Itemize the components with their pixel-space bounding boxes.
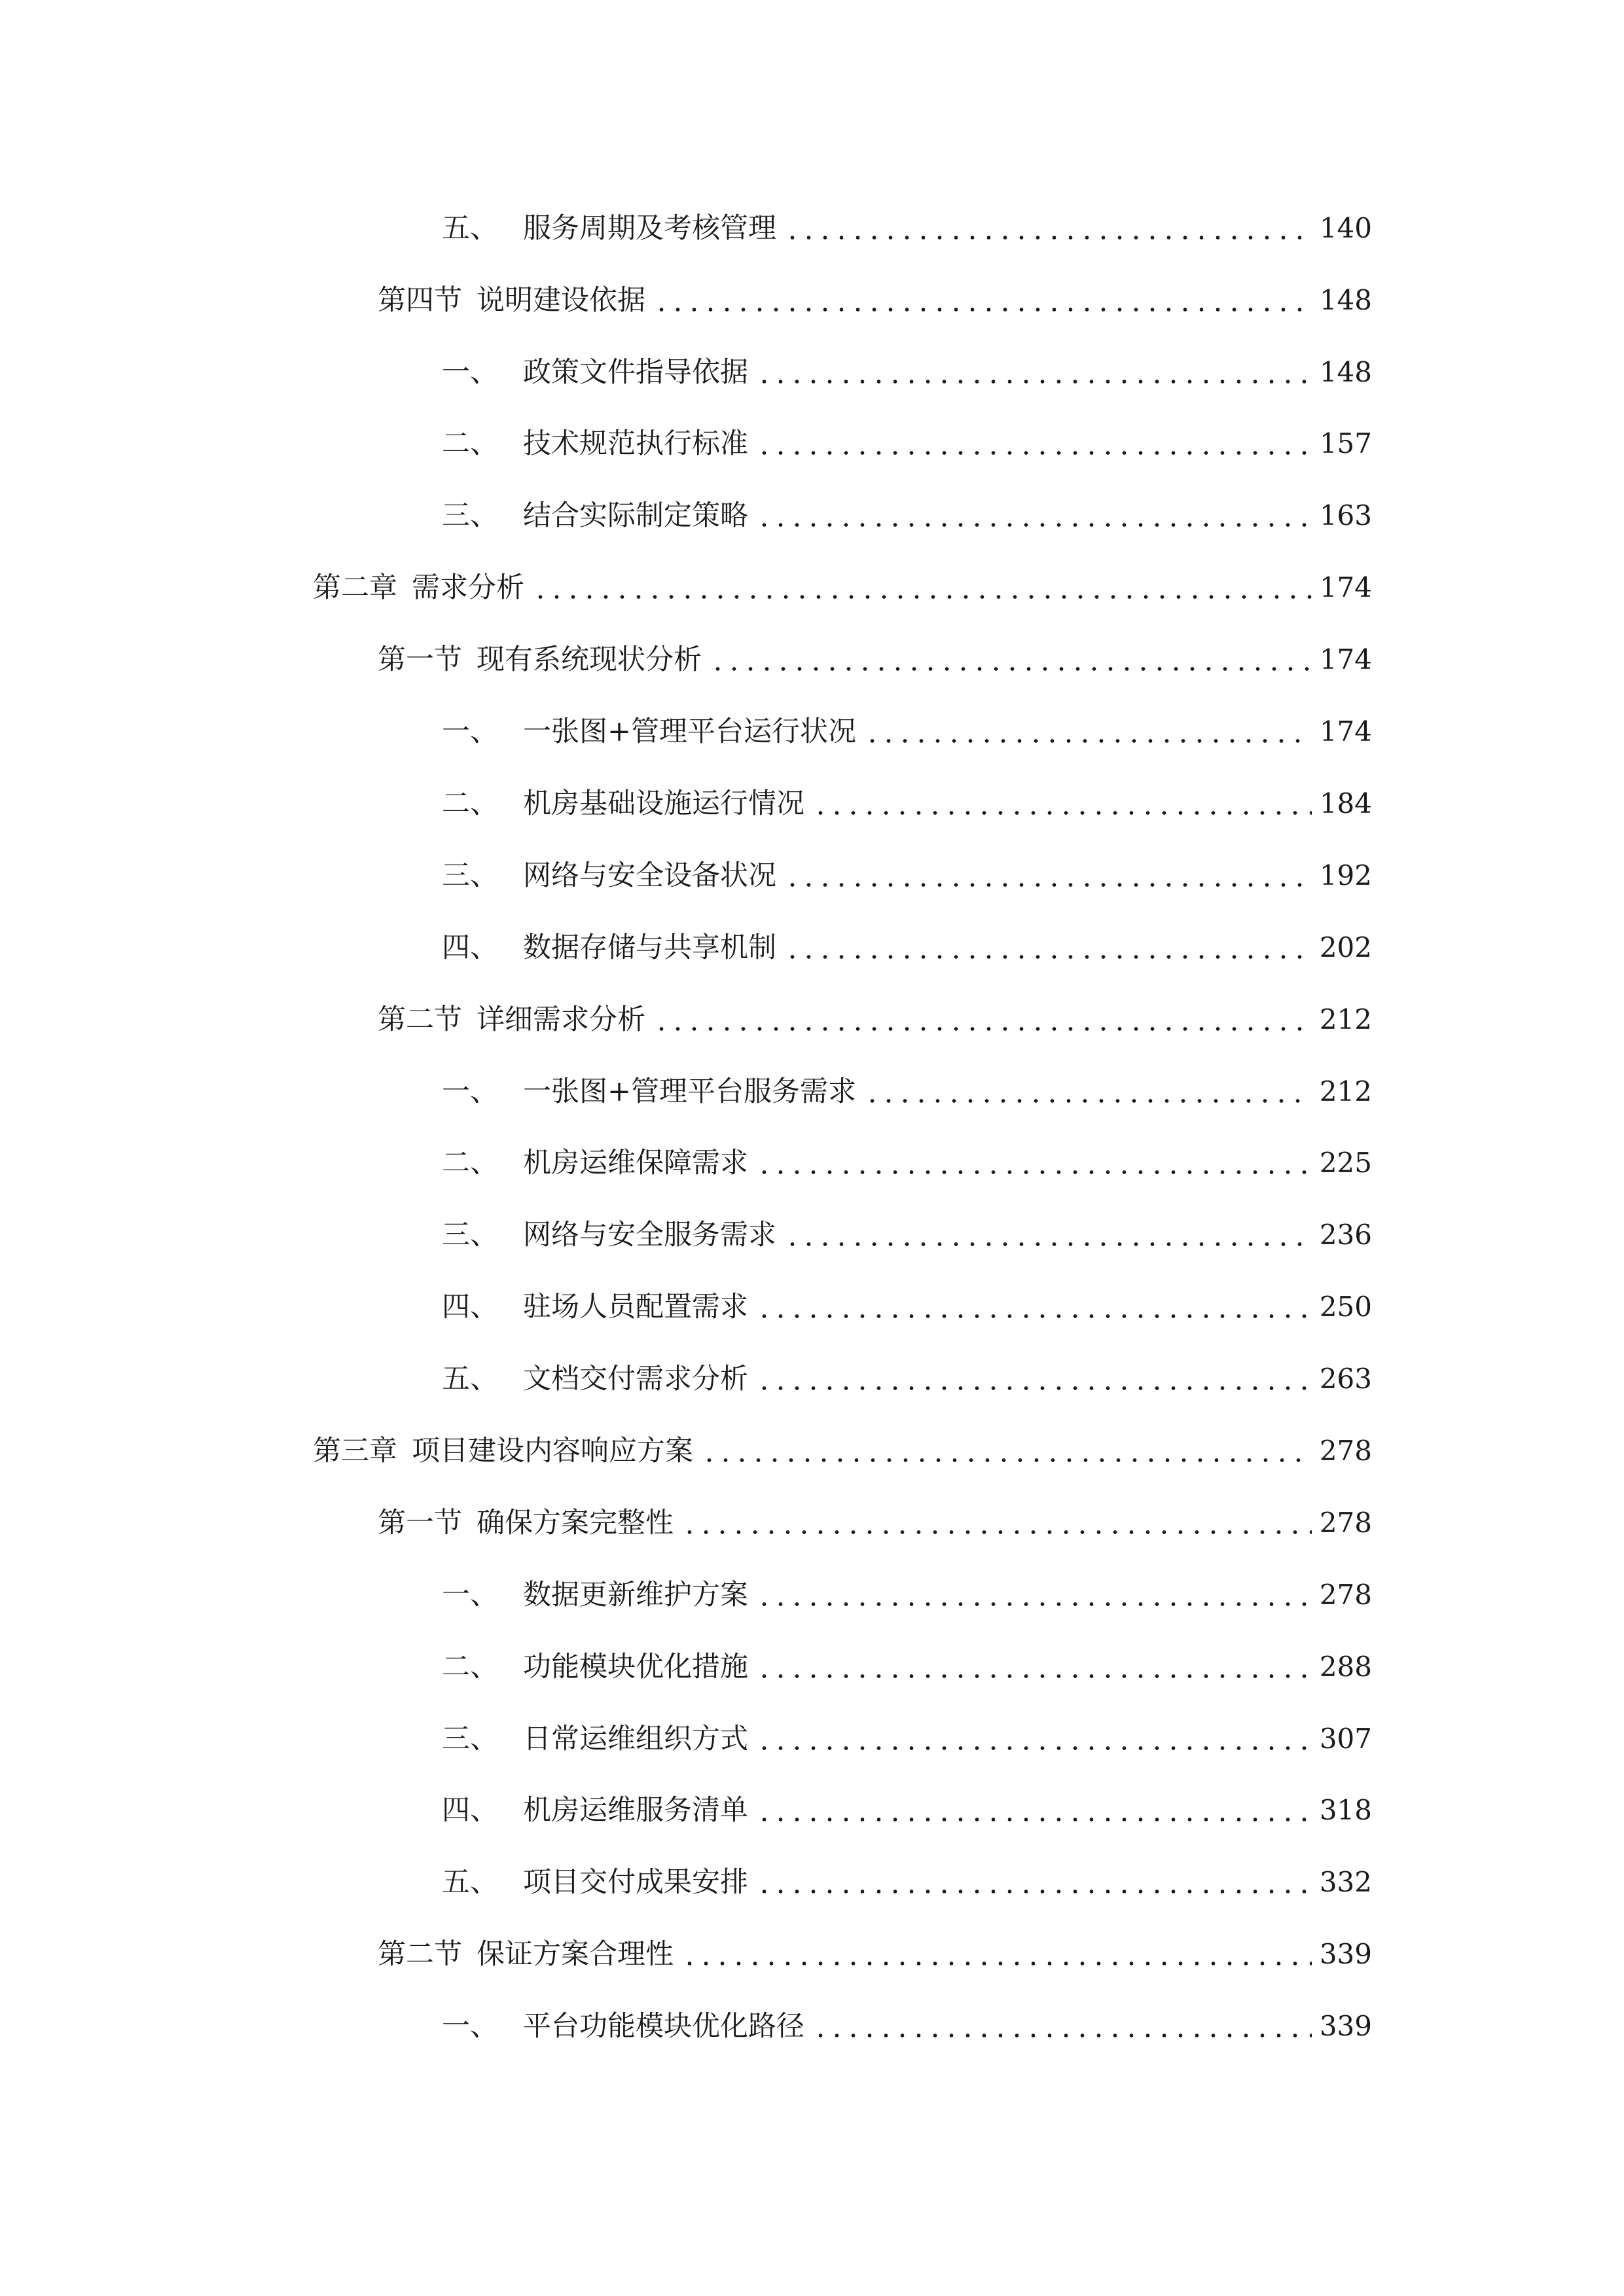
toc-entry-page: 225 [1319,1147,1372,1179]
toc-entry[interactable] [442,202,1372,255]
toc-entry-number: 三、 [442,859,498,892]
toc-entry[interactable] [378,274,1372,327]
toc-dot-leader [532,594,1312,600]
toc-entry-page: 263 [1319,1363,1372,1395]
toc-entry-number: 第一节 [378,1507,462,1539]
toc-dot-leader [756,1170,1312,1175]
toc-entry-title: 平台功能模块优化路径 [523,2010,804,2043]
toc-entry-page: 307 [1319,1723,1372,1755]
toc-dot-leader [784,235,1312,240]
toc-dot-leader [756,1817,1312,1822]
toc-entry[interactable] [378,1497,1372,1549]
toc-entry-title: 日常运维组织方式 [523,1723,748,1755]
toc-entry[interactable] [442,850,1372,902]
toc-entry-title: 需求分析 [412,571,524,604]
toc-dot-leader [710,666,1312,672]
toc-entry-number: 二、 [442,1147,498,1179]
toc-entry-page: 212 [1319,1003,1372,1035]
toc-entry[interactable] [442,1137,1372,1189]
toc-entry[interactable] [442,1569,1372,1621]
toc-entry-page: 339 [1319,2010,1372,2042]
toc-entry-title: 详细需求分析 [477,1003,645,1036]
toc-entry-number: 二、 [442,1651,498,1683]
toc-entry[interactable] [442,1066,1372,1118]
toc-entry-title: 功能模块优化措施 [523,1651,748,1683]
toc-entry-title: 一张图+管理平台运行状况 [523,715,857,748]
toc-entry-number: 五、 [442,212,498,245]
toc-entry-page: 278 [1319,1435,1372,1467]
toc-entry-title: 一张图+管理平台服务需求 [523,1075,857,1108]
toc-entry[interactable] [442,418,1372,470]
toc-dot-leader [756,1674,1312,1679]
toc-entry[interactable] [378,994,1372,1046]
toc-entry-title: 机房运维服务清单 [523,1794,748,1827]
toc-entry-number: 三、 [442,499,498,532]
toc-dot-leader [756,522,1312,528]
toc-entry-page: 288 [1319,1651,1372,1683]
toc-entry[interactable] [313,1425,1372,1477]
toc-entry-number: 第二节 [378,1938,462,1971]
toc-dot-leader [756,1602,1312,1607]
toc-entry-title: 技术规范执行标准 [523,427,748,460]
toc-entry-number: 一、 [442,1075,498,1108]
toc-entry-title: 现有系统现状分析 [477,643,702,676]
toc-entry-title: 网络与安全服务需求 [523,1219,776,1251]
toc-entry[interactable] [442,2000,1372,2053]
toc-dot-leader [756,450,1312,456]
toc-entry-title: 机房运维保障需求 [523,1147,748,1179]
toc-entry-number: 一、 [442,356,498,389]
toc-entry[interactable] [442,490,1372,542]
toc-dot-leader [701,1458,1312,1463]
toc-entry-page: 157 [1319,427,1372,459]
toc-entry-number: 一、 [442,1579,498,1611]
toc-entry-page: 184 [1319,787,1372,819]
toc-dot-leader [653,307,1312,312]
toc-entry-page: 339 [1319,1938,1372,1970]
toc-entry-title: 确保方案完整性 [477,1507,674,1539]
toc-dot-leader [681,1530,1312,1535]
toc-entry-page: 278 [1319,1507,1372,1539]
toc-entry-title: 保证方案合理性 [477,1938,674,1971]
toc-entry[interactable] [442,1856,1372,1909]
toc-entry-number: 四、 [442,931,498,964]
toc-entry[interactable] [442,1209,1372,1261]
toc-entry-title: 结合实际制定策略 [523,499,748,532]
toc-entry-number: 第四节 [378,284,462,317]
toc-entry[interactable] [442,922,1372,974]
toc-entry-page: 174 [1319,715,1372,747]
toc-entry[interactable] [442,1353,1372,1405]
toc-entry[interactable] [313,562,1372,614]
toc-entry-number: 二、 [442,787,498,820]
toc-entry-page: 163 [1319,499,1372,531]
toc-entry-page: 140 [1319,212,1372,244]
toc-entry-number: 一、 [442,715,498,748]
toc-dot-leader [756,379,1312,384]
toc-entry-number: 四、 [442,1291,498,1323]
toc-entry-title: 服务周期及考核管理 [523,212,776,245]
toc-entry-page: 148 [1319,284,1372,316]
toc-entry[interactable] [442,1784,1372,1837]
toc-entry-page: 174 [1319,571,1372,603]
toc-entry-page: 192 [1319,859,1372,891]
toc-entry-title: 文档交付需求分析 [523,1363,748,1395]
toc-entry-title: 数据更新维护方案 [523,1579,748,1611]
toc-entry-title: 网络与安全设备状况 [523,859,776,892]
toc-dot-leader [756,1314,1312,1319]
toc-entry[interactable] [442,778,1372,830]
toc-entry-page: 212 [1319,1075,1372,1107]
toc-entry[interactable] [442,346,1372,399]
toc-entry-page: 174 [1319,643,1372,675]
toc-dot-leader [756,1386,1312,1391]
toc-entry-title: 项目交付成果安排 [523,1866,748,1899]
toc-entry-number: 第三章 [313,1435,397,1467]
toc-entry[interactable] [442,706,1372,758]
toc-entry[interactable] [442,1281,1372,1333]
toc-entry[interactable] [442,1641,1372,1693]
toc-entry-number: 四、 [442,1794,498,1827]
toc-entry-number: 第二节 [378,1003,462,1036]
toc-dot-leader [784,1242,1312,1247]
toc-dot-leader [784,882,1312,888]
toc-entry-number: 三、 [442,1219,498,1251]
toc-entry-page: 236 [1319,1219,1372,1251]
toc-entry-number: 第一节 [378,643,462,676]
toc-entry-page: 250 [1319,1291,1372,1323]
toc-dot-leader [653,1026,1312,1031]
toc-entry-title: 驻场人员配置需求 [523,1291,748,1323]
toc-entry-number: 五、 [442,1866,498,1899]
toc-entry[interactable] [378,634,1372,686]
toc-entry-page: 278 [1319,1579,1372,1611]
toc-dot-leader [756,1889,1312,1894]
toc-dot-leader [681,1961,1312,1966]
toc-entry-title: 政策文件指导依据 [523,356,748,389]
toc-entry-number: 二、 [442,427,498,460]
toc-entry-title: 机房基础设施运行情况 [523,787,804,820]
toc-entry-page: 202 [1319,931,1372,963]
toc-dot-leader [812,810,1312,816]
toc-entry-page: 318 [1319,1794,1372,1826]
toc-entry[interactable] [442,1713,1372,1765]
toc-dot-leader [784,954,1312,960]
toc-entry-number: 一、 [442,2010,498,2043]
toc-dot-leader [756,1746,1312,1751]
toc-entry-page: 148 [1319,356,1372,388]
toc-entry-number: 第二章 [313,571,397,604]
toc-entry-title: 项目建设内容响应方案 [412,1435,693,1467]
toc-dot-leader [864,738,1312,744]
toc-dot-leader [812,2033,1312,2038]
toc-entry-title: 数据存储与共享机制 [523,931,776,964]
toc-dot-leader [864,1098,1312,1103]
toc-entry[interactable] [378,1928,1372,1981]
toc-entry-number: 五、 [442,1363,498,1395]
toc-entry-number: 三、 [442,1723,498,1755]
toc-entry-page: 332 [1319,1866,1372,1898]
toc-entry-title: 说明建设依据 [477,284,645,317]
